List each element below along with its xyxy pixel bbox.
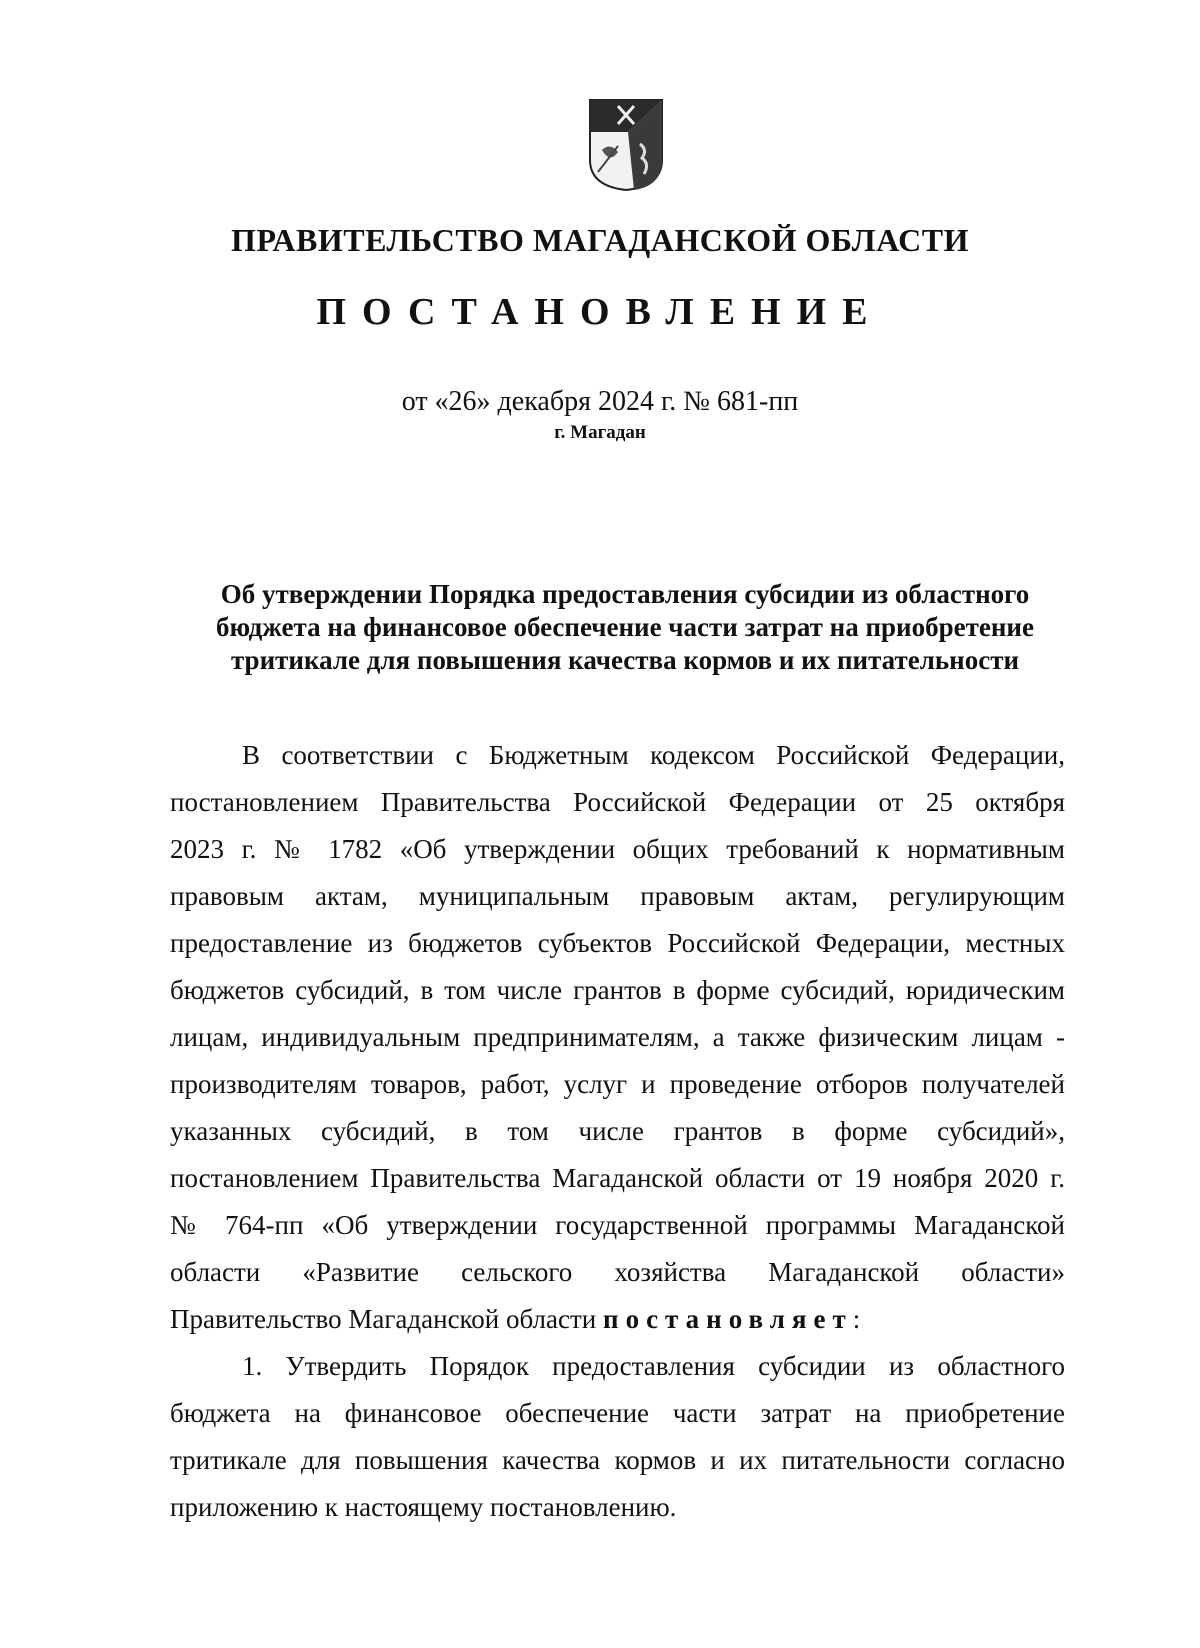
preamble-line: постановлением Правительства Магаданской области от 19 ноября 2020 г. (170, 1163, 1065, 1193)
preamble-line: лицам, индивидуальным предпринимателям, а также физическим лицам - (170, 1022, 1065, 1052)
preamble-last-line (170, 1296, 1065, 1343)
subject-line: тритикале для повышения качества кормов и их питательности (230, 645, 1020, 675)
preamble-line: области «Развитие сельского хозяйства Магаданской области» (170, 1257, 1065, 1287)
preamble-line: 2023 г. № 1782 «Об утверждении общих требований к нормативным (170, 834, 1065, 864)
document-subject (190, 578, 1060, 677)
subject-line: бюджета на финансовое обеспечение части затрат на приобретение (216, 612, 1034, 642)
document-body (170, 732, 1065, 1531)
item-line: тритикале для повышения качества кормов и их питательности согласно (170, 1445, 1065, 1475)
government-name: ПРАВИТЕЛЬСТВО МАГАДАНСКОЙ ОБЛАСТИ (231, 222, 969, 258)
item-line: 1. Утвердить Порядок предоставления субсидии из областного (242, 1351, 1065, 1381)
preamble-line: производителям товаров, работ, услуг и проведение отборов получателей (170, 1069, 1065, 1099)
item-line: приложению к настоящему постановлению. (170, 1492, 677, 1522)
preamble-line: бюджетов субсидий, в том числе грантов в форме субсидий, юридическим (170, 975, 1065, 1005)
coat-of-arms-icon (588, 98, 664, 192)
preamble-line: В соответствии с Бюджетным кодексом Российской Федерации, (242, 740, 1065, 770)
preamble-line: № 764-пп «Об утверждении государственной программы Магаданской (170, 1210, 1065, 1240)
document-type: ПОСТАНОВЛЕНИЕ (316, 291, 884, 333)
resolves-word: постановляет (603, 1304, 853, 1334)
preamble-line: правовым актам, муниципальным правовым актам, регулирующим (170, 881, 1065, 911)
preamble-line: указанных субсидий, в том числе грантов в форме субсидий», (170, 1116, 1065, 1146)
preamble-line: предоставление из бюджетов субъектов Российской Федерации, местных (170, 928, 1065, 958)
resolves-colon: : (852, 1304, 861, 1334)
item-line: бюджета на финансовое обеспечение части затрат на приобретение (170, 1398, 1065, 1428)
city: г. Магадан (554, 422, 646, 443)
subject-line: Об утверждении Порядка предоставления субсидии из областного (220, 579, 1030, 609)
date-number: от «26» декабря 2024 г. № 681-пп (401, 386, 799, 417)
preamble-line: постановлением Правительства Российской Федерации от 25 октября (170, 787, 1065, 817)
preamble-last-text: Правительство Магаданской области (170, 1304, 597, 1334)
